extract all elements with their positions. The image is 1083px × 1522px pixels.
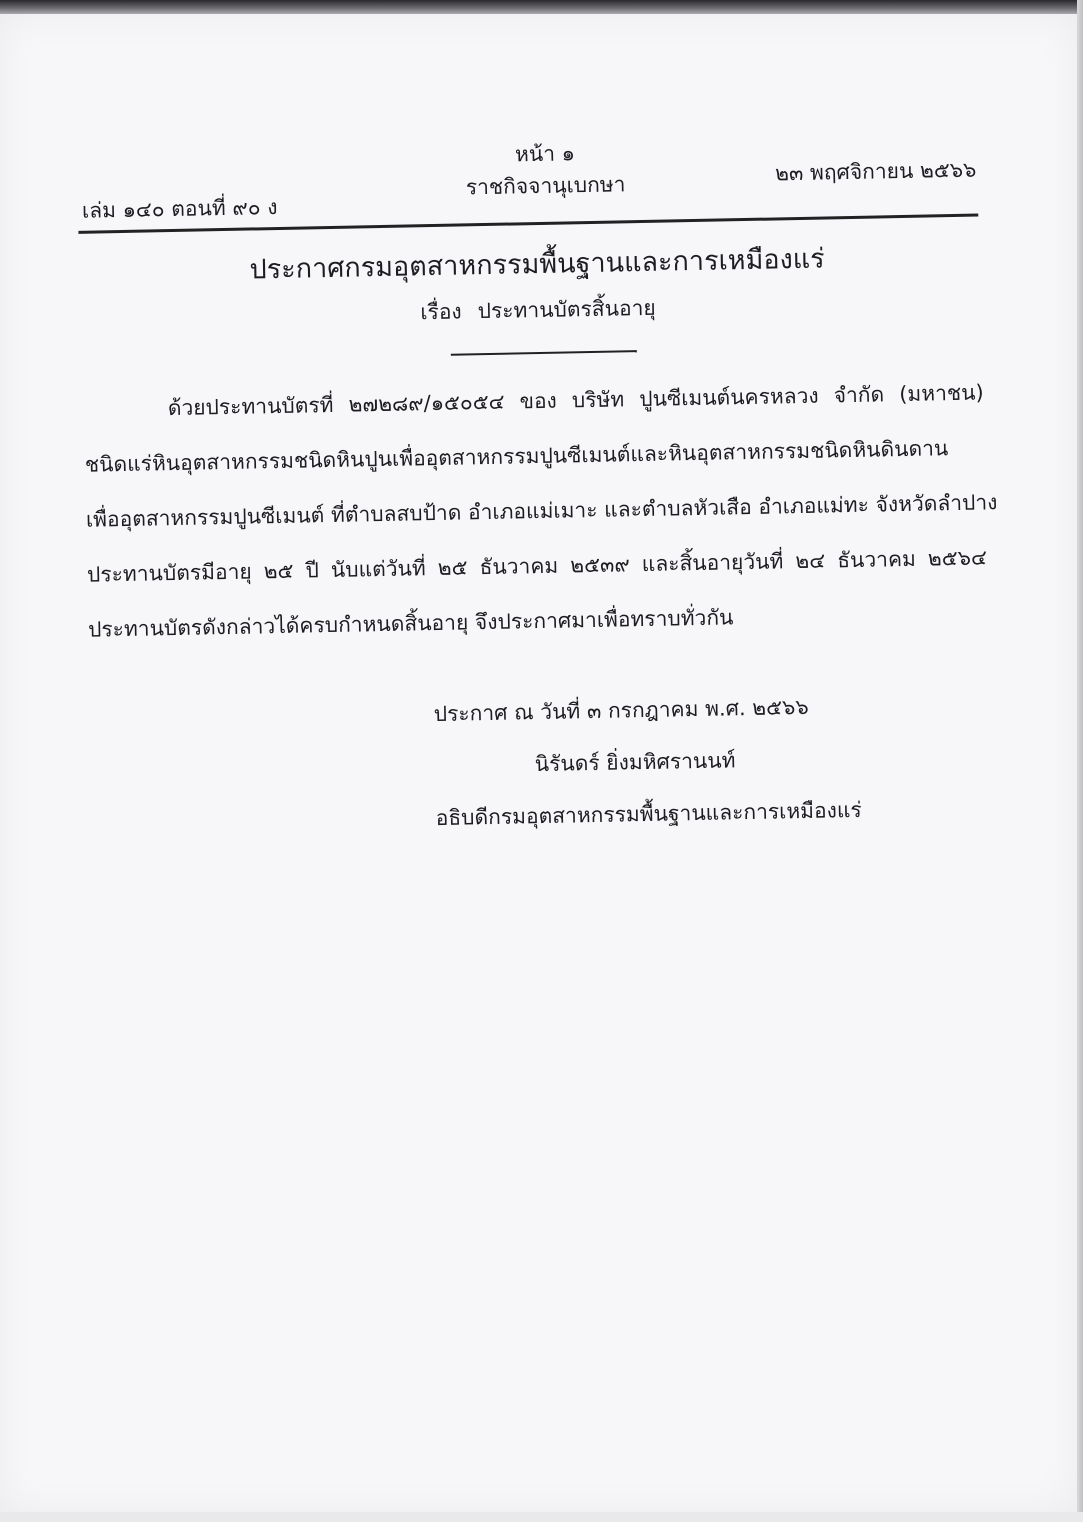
signer-title: อธิบดีกรมอุตสาหกรรมพื้นฐานและการเหมืองแร่ xyxy=(435,797,862,831)
body-line: ประทานบัตรมีอายุ ๒๕ ปี นับแต่วันที่ ๒๕ ธันวาคม ๒๕๓๙ และสิ้นอายุวันที่ ๒๔ ธันวาคม ๒๕๖๔ xyxy=(86,545,988,587)
title-underline xyxy=(451,350,637,356)
body-line: ประทานบัตรดังกล่าวได้ครบกำหนดสิ้นอายุ จึงประกาศมาเพื่อทราบทั่วกัน xyxy=(87,605,734,642)
gazette-page xyxy=(0,14,1077,1512)
photo-right-edge xyxy=(1077,0,1083,1512)
page-number: หน้า ๑ xyxy=(514,141,576,167)
body-line: ด้วยประทานบัตรที่ ๒๗๒๘๙/๑๕๐๕๔ ของ บริษัท ปูนซีเมนต์นครหลวง จำกัด (มหาชน) xyxy=(167,380,984,421)
publication-date: ๒๓ พฤศจิกายน ๒๕๖๖ xyxy=(774,157,977,186)
announcement-subject-line xyxy=(118,286,958,335)
volume-issue: เล่ม ๑๔๐ ตอนที่ ๙๐ ง xyxy=(81,195,278,223)
subject-text: ประทานบัตรสิ้นอายุ xyxy=(477,295,656,324)
body-line: ชนิดแร่หินอุตสาหกรรมชนิดหินปูนเพื่ออุตสาหกรรมปูนซีเมนต์และหินอุตสาหกรรมชนิดหินดินดาน xyxy=(84,436,949,477)
announcement-title: ประกาศกรมอุตสาหกรรมพื้นฐานและการเหมืองแร่ xyxy=(249,243,825,286)
gazette-name: ราชกิจจานุเบกษา xyxy=(465,172,626,200)
signature-block xyxy=(425,679,888,844)
page-content xyxy=(0,4,1083,1522)
subject-label: เรื่อง xyxy=(420,299,462,325)
announcement-body xyxy=(83,365,998,657)
body-line: เพื่ออุตสาหกรรมปูนซีเมนต์ ที่ตำบลสบป้าด อำเภอแม่เมาะ และตำบลหัวเสือ อำเภอแม่ทะ จังหวัดลำปาง xyxy=(85,490,998,532)
signer-name: นิรันดร์ ยิ่งมหิศรานนท์ xyxy=(534,748,736,777)
announcement-date: ประกาศ ณ วันที่ ๓ กรกฎาคม พ.ศ. ๒๕๖๖ xyxy=(433,694,809,727)
